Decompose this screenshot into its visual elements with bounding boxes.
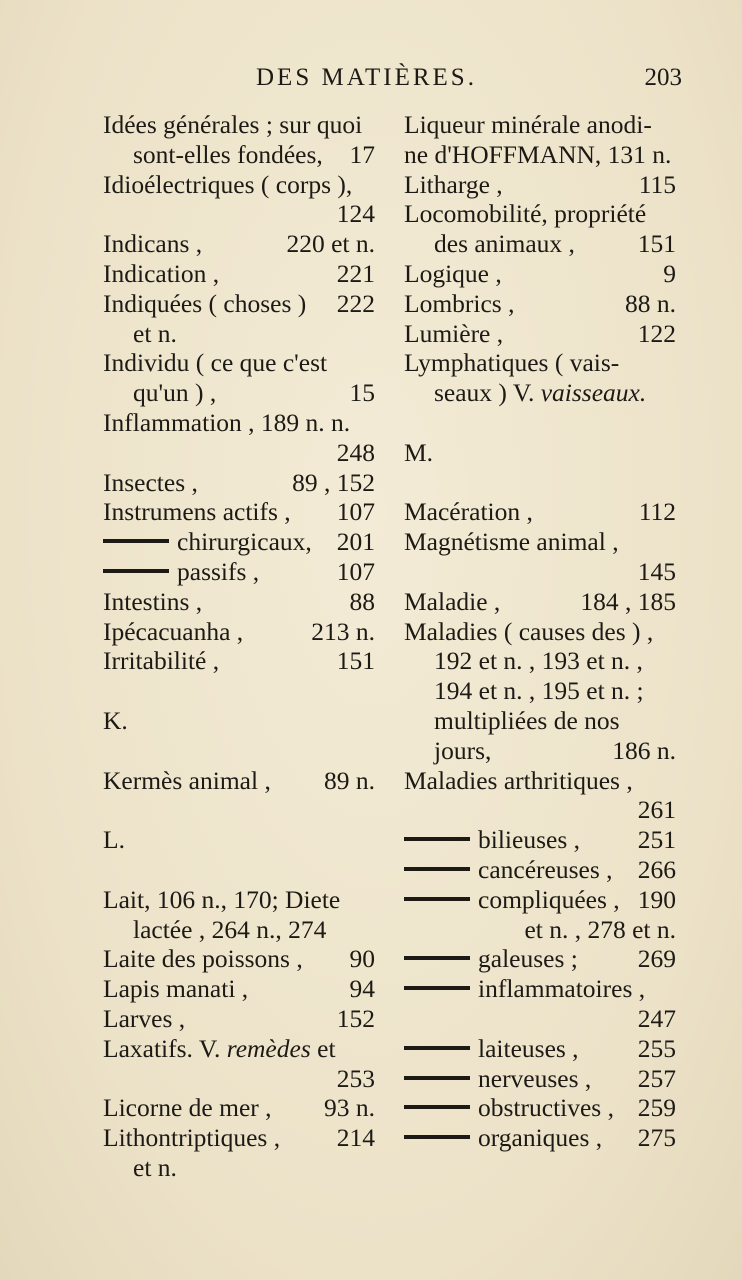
index-entry [103,348,375,378]
entry-page-ref: 251 [637,825,676,855]
ditto-dash [404,986,470,990]
entry-text: sont-elles fondées, [133,139,323,169]
index-entry [404,170,676,200]
entry-text: bilieuses , [404,825,580,855]
entry-page-ref: 220 et n. [286,229,375,259]
entry-italic: remèdes [226,1033,311,1063]
index-entry [103,974,375,1004]
entry-page-ref: 201 [336,527,375,557]
index-entry [103,229,375,259]
entry-text: inflammatoires , [404,974,645,1004]
index-entry [103,497,375,527]
entry-text: Indiquées ( choses ) [103,288,307,318]
entry-text: compliquées , [404,885,620,915]
entry-page-ref: 107 [336,497,375,527]
entry-page-ref: 269 [637,944,676,974]
entry-italic: vaisseaux. [540,378,647,408]
entry-page-ref: 186 n. [612,735,676,765]
entry-page-ref: 107 [336,556,375,586]
entry-page-ref: 255 [637,1033,676,1063]
index-entry [404,289,676,319]
index-entry [103,825,375,855]
index-entry [103,557,375,587]
entry-text: Inflammation , 189 n. n. [103,407,351,437]
index-entry [404,378,676,408]
entry-page-ref: 152 [336,1003,375,1033]
entry-text: Lapis manati , [103,974,249,1004]
entry-page-ref: 15 [349,378,375,408]
entry-page-ref: 222 [336,288,375,318]
entry-text: et n. , 278 et n. [524,914,676,944]
entry-page-ref: 259 [637,1093,676,1123]
index-entry [103,1034,375,1064]
entry-text: Macération , [404,497,533,527]
entry-text: chirurgicaux, [103,527,312,557]
index-entry [404,1123,676,1153]
entry-text: Lombrics , [404,288,515,318]
entry-text: et n. [133,318,177,348]
entry-text: jours, [434,735,492,765]
entry-text: qu'un ) , [133,378,217,408]
entry-page-ref: 151 [637,229,676,259]
entry-page-ref: 145 [637,556,676,586]
index-entry [404,497,676,527]
index-entry [103,468,375,498]
index-entry [103,408,375,438]
ditto-dash [404,837,470,841]
entry-page-ref: 151 [336,646,375,676]
entry-text: M. [404,437,434,467]
entry-page-ref: 89 n. [324,765,375,795]
ditto-dash [404,1105,470,1109]
index-entry [404,795,676,825]
index-entry [103,676,375,706]
entry-text: galeuses ; [404,944,578,974]
entry-text: K. [103,705,128,735]
ditto-dash [404,897,470,901]
index-entry [404,587,676,617]
index-entry [404,617,676,647]
entry-text: Larves , [103,1003,186,1033]
index-column-right [404,110,676,1153]
entry-page-ref: 275 [637,1123,676,1153]
index-entry [103,170,375,200]
entry-text: passifs , [103,557,259,587]
entry-page-ref: 124 [336,199,375,229]
entry-page-ref: 257 [637,1063,676,1093]
entry-page-ref: 214 [336,1123,375,1153]
index-entry [103,944,375,974]
entry-text: seaux ) V. vaisseaux. [434,378,647,408]
index-entry [404,855,676,885]
entry-text: Irritabilité , [103,646,220,676]
index-entry [103,587,375,617]
index-entry [404,1004,676,1034]
entry-text: L. [103,825,125,855]
entry-page-ref: 266 [637,854,676,884]
entry-text: laiteuses , [404,1034,579,1064]
entry-text: Locomobilité, propriété [404,199,647,229]
entry-page-ref: 9 [663,258,676,288]
entry-text: Indication , [103,258,220,288]
index-entry [103,617,375,647]
index-entry [404,676,676,706]
index-entry [103,1004,375,1034]
entry-page-ref: 190 [637,884,676,914]
entry-page-ref: 88 n. [625,288,676,318]
entry-page-ref: 184 , 185 [580,586,676,616]
index-entry [103,646,375,676]
entry-text: Licorne de mer , [103,1093,272,1123]
index-entry [103,706,375,736]
entry-text: Insectes , [103,467,198,497]
page-number: 203 [644,64,682,91]
ditto-dash [103,569,169,573]
entry-text: Laite des poissons , [103,944,303,974]
entry-text: multipliées de nos [434,705,620,735]
index-entry [103,766,375,796]
entry-text: Lait, 106 n., 170; Diete [103,884,341,914]
entry-text: Individu ( ce que c'est [103,348,328,378]
index-entry [103,319,375,349]
entry-page-ref: 221 [336,258,375,288]
entry-page-ref: 112 [638,497,676,527]
entry-text: 194 et n. , 195 et n. ; [434,676,644,706]
index-entry [103,110,375,140]
index-entry [404,736,676,766]
index-entry [103,736,375,766]
entry-text: Idioélectriques ( corps ), [103,169,353,199]
entry-page-ref: 213 n. [311,616,375,646]
entry-page-ref: 248 [336,437,375,467]
entry-text: Indicans , [103,229,203,259]
entry-text: Maladies ( causes des ) , [404,616,654,646]
index-entry [103,527,375,557]
entry-page-ref: 253 [336,1063,375,1093]
entry-text: ne d'HOFFMANN, 131 n. [404,139,672,169]
index-entry [404,438,676,468]
entry-text: Ipécacuanha , [103,616,244,646]
ditto-dash [103,539,169,543]
index-entry [404,319,676,349]
index-entry [404,1093,676,1123]
entry-text: Kermès animal , [103,765,271,795]
entry-text: cancéreuses , [404,855,613,885]
entry-text: Litharge , [404,169,503,199]
index-entry [103,1153,375,1183]
index-entry [404,706,676,736]
ditto-dash [404,1076,470,1080]
entry-text: Maladie , [404,586,501,616]
entry-text: Instrumens actifs , [103,497,291,527]
index-entry [404,527,676,557]
index-entry [404,140,676,170]
index-entry [404,885,676,915]
entry-page-ref: 115 [638,169,676,199]
index-entry [103,1123,375,1153]
index-entry [404,974,676,1004]
index-entry [404,199,676,229]
index-entry [404,1064,676,1094]
index-entry [103,259,375,289]
index-entry [103,140,375,170]
entry-page-ref: 17 [349,139,375,169]
running-title: DES MATIÈRES. [256,64,477,91]
ditto-dash [404,1135,470,1139]
entry-text: organiques , [404,1123,602,1153]
index-entry [404,766,676,796]
entry-text: 192 et n. , 193 et n. , [434,646,643,676]
index-entry [404,825,676,855]
page-header [250,62,682,98]
entry-text: obstructives , [404,1093,614,1123]
entry-text: Intestins , [103,586,203,616]
ditto-dash [404,1046,470,1050]
entry-text: nerveuses , [404,1064,591,1094]
index-entry [404,646,676,676]
index-entry [103,795,375,825]
index-entry [103,199,375,229]
index-entry [404,229,676,259]
entry-text: Liqueur minérale anodi- [404,110,652,139]
entry-page-ref: 122 [637,318,676,348]
index-entry [103,1064,375,1094]
index-entry [103,438,375,468]
entry-page-ref: 93 n. [324,1093,375,1123]
entry-text: Laxatifs. V. remèdes et [103,1033,336,1063]
entry-text: Lumière , [404,318,504,348]
index-entry [103,1093,375,1123]
index-entry [404,408,676,438]
entry-text: Lymphatiques ( vais- [404,348,620,378]
index-entry [103,885,375,915]
entry-page-ref: 89 , 152 [292,467,375,497]
ditto-dash [404,867,470,871]
index-entry [404,110,676,140]
index-entry [404,557,676,587]
entry-text: Lithontriptiques , [103,1123,281,1153]
index-entry [404,944,676,974]
entry-text: Magnétisme animal , [404,527,619,557]
entry-text: Maladies arthritiques , [404,765,633,795]
index-entry [103,915,375,945]
entry-page-ref: 247 [637,1003,676,1033]
index-entry [103,289,375,319]
entry-page-ref: 90 [349,944,375,974]
entry-text: et n. [133,1152,177,1182]
index-entry [103,378,375,408]
index-entry [404,348,676,378]
index-entry [404,915,676,945]
entry-page-ref: 94 [349,974,375,1004]
entry-text: lactée , 264 n., 274 [133,914,327,944]
index-entry [404,1034,676,1064]
index-column-left [103,110,375,1183]
ditto-dash [404,956,470,960]
index-entry [404,468,676,498]
entry-text: Logique , [404,258,502,288]
index-entry [103,855,375,885]
entry-page-ref: 88 [349,586,375,616]
entry-text: Idées générales ; sur quoi [103,110,363,139]
index-entry [404,259,676,289]
entry-page-ref: 261 [637,795,676,825]
entry-text: des animaux , [434,229,575,259]
